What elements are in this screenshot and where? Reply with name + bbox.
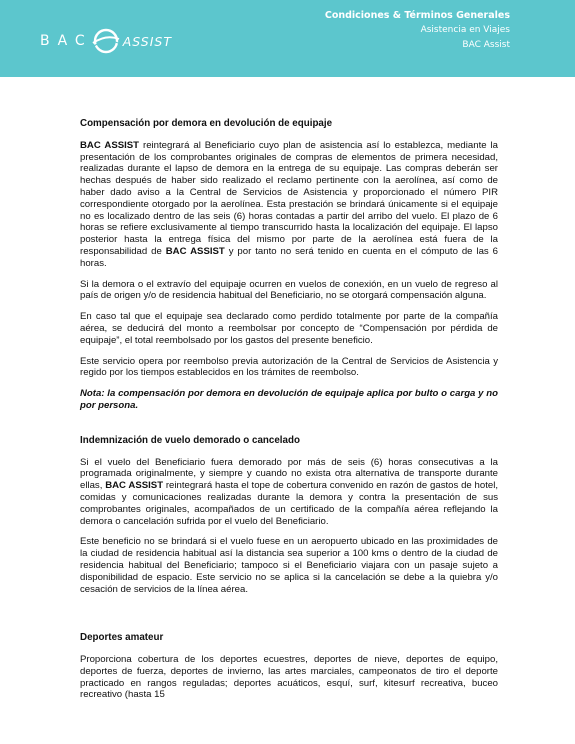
company-name: BAC ASSIST [165, 245, 225, 257]
company-name: BAC ASSIST [105, 480, 164, 492]
section-title-baggage-delay: Compensación por demora en devolución de equipaje [80, 118, 333, 129]
paragraph: Si la demora o el extravío del equipaje ocurren en vuelos de conexión, en un vuelo de regreso al país de origen y/o de residencia habitual del Beneficiario, no se otorgará compensación alguna. [80, 278, 498, 302]
bac-assist-logo [40, 29, 190, 53]
logo-text-assist: ASSIST [122, 33, 172, 49]
header-company: BAC Assist [462, 40, 510, 50]
header-subtitle: Asistencia en Viajes [420, 25, 510, 35]
paragraph-text: reintegrará hasta el tope de cobertura convenido en razón de gastos de hotel, comidas y comunicaciones realizadas durante la demora y contra la presentación de sus comprobantes originales, acompañados de un certificado de la compañía aérea reflejando la demora o cancelación sufrida por el vuelo del Beneficiario. [80, 480, 499, 527]
document-body [80, 118, 498, 710]
section-spacer [80, 421, 498, 435]
header-title: Condiciones & Términos Generales [324, 10, 510, 21]
header-document-info [325, 8, 510, 53]
section-title-flight-delay: Indemnización de vuelo demorado o cancelado [80, 434, 300, 446]
globe-logo-icon [91, 26, 121, 56]
paragraph [80, 457, 498, 528]
page-header [0, 0, 575, 77]
logo-text-bac: BAC [40, 33, 93, 49]
note-paragraph: Nota: la compensación por demora en devolución de equipaje aplica por bulto o carga y no por persona. [80, 388, 498, 411]
paragraph: Proporciona cobertura de los deportes ecuestres, deportes de nieve, deportes de equipo, deportes de fuerza, deportes de invierno, las artes marciales, campeonatos de tiro el deporte practicado en rangos reguladas; deportes acuáticos, esquí, surf, kitesurf recreativa, buceo recreativo (hasta 15 [80, 654, 498, 701]
section-title-amateur-sports: Deportes amateur [80, 632, 164, 644]
section-spacer [80, 604, 498, 632]
paragraph-text: Si el vuelo del Beneficiario fuera demorado por más de seis (6) horas consecutivas a la programada originalmente, y siempre y cuando no exista otra alternativa de transporte durante ellas, [80, 456, 498, 492]
paragraph-text: reintegrará al Beneficiario cuyo plan de asistencia así lo establezca, mediante la presentación de los comprobantes originales de compras de elementos de primera necesidad, realizadas durante el lapso de demora en la entrega de su equipaje. Las compras deberán ser hechas después de haber sido realizado el reclamo pertinente con la aerolínea, así como de haber dado aviso a la Central de Servicios de Asistencia y proporcionado el número PIR correspondiente otorgado por la aerolínea. Esta prestación se brindará únicamente si el equipaje no es localizado dentro de las seis (6) horas contadas a partir del arribo del vuelo. El plazo de 6 horas se refiere exclusivamente al tiempo transcurrido hasta la localización del equipaje. El lapso posterior hasta la entrega física del mismo por parte de la aerolínea está fuera de la responsabilidad de [80, 139, 498, 257]
paragraph: Este beneficio no se brindará si el vuelo fuese en un aeropuerto ubicado en las proximidades de la ciudad de residencia habitual así la distancia sea superior a 100 kms o dentro de la ciudad de residencia habitual del Beneficiario; tampoco si el Beneficiario viajara con un pasaje sujeto a disponibilidad de espacio. Este servicio no se aplica si la cancelación se debe a la quiebra y/o cesación de servicios de la línea aérea. [80, 536, 498, 595]
paragraph: Este servicio opera por reembolso previa autorización de la Central de Servicios de Asistencia y regido por los tiempos establecidos en los trámites de reembolso. [80, 355, 498, 379]
paragraph-text: y por tanto no será tenido en cuenta en el cómputo de las 6 horas. [80, 245, 498, 269]
paragraph: En caso tal que el equipaje sea declarado como perdido totalmente por parte de la compañía aérea, se deducirá del monto a reembolsar por concepto de “Compensación por pérdida de equipaje”, el total reembolsado por los gastos del presente beneficio. [80, 311, 498, 346]
paragraph [80, 140, 498, 270]
company-name: BAC ASSIST [80, 139, 140, 151]
